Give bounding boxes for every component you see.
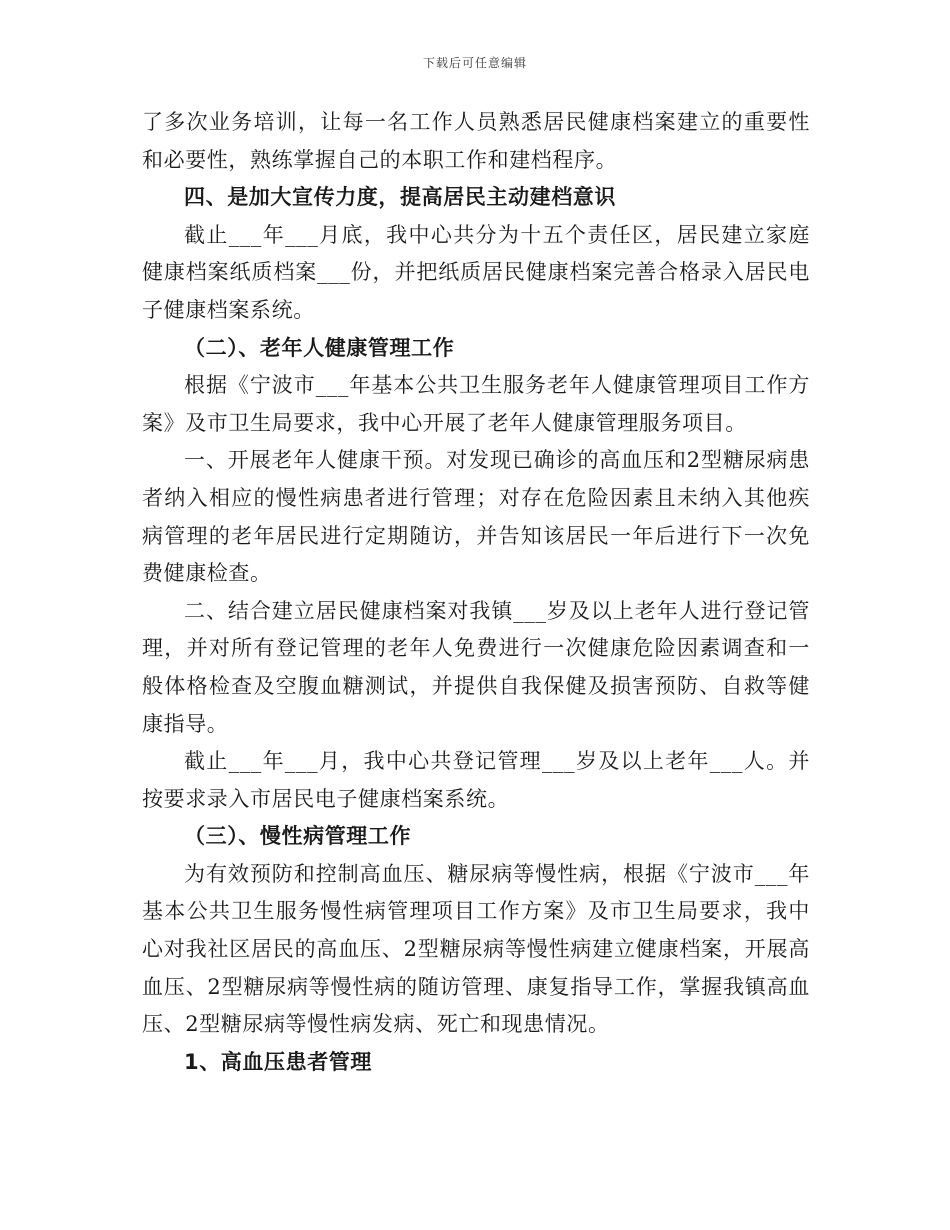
paragraph-elderly-count: 截止___年___月，我中心共登记管理___岁及以上老年___人。并按要求录入市居民电子健康档案系统。 (142, 749, 810, 811)
paragraph-training: 了多次业务培训，让每一名工作人员熟悉居民健康档案建立的重要性和必要性，熟练掌握自己的本职工作和建档程序。 (142, 110, 810, 172)
section-heading-chronic: （三）、慢性病管理工作 (184, 824, 412, 849)
paragraph-chronic-plan: 为有效预防和控制高血压、糖尿病等慢性病，根据《宁波市___年基本公共卫生服务慢性病管理项目工作方案》及市卫生局要求，我中心对我社区居民的高血压、2型糖尿病等慢性病建立健康档案，开展高血压、2型糖尿病等慢性病的随访管理、康复指导工作，掌握我镇高血压、2型糖尿病等慢性病发病、死亡和现患情况。 (142, 861, 810, 1037)
paragraph-elderly-intervention: 一、开展老年人健康干预。对发现已确诊的高血压和2型糖尿病患者纳入相应的慢性病患者进行管理；对存在危险因素且未纳入其他疾病管理的老年居民进行定期随访，并告知该居民一年后进行下一次免费健康检查。 (142, 448, 810, 586)
section-heading-publicity: 四、是加大宣传力度，提高居民主动建档意识 (184, 185, 616, 210)
page-header: 下载后可任意编辑 (422, 56, 527, 70)
section-heading-elderly: （二）、老年人健康管理工作 (184, 335, 455, 360)
paragraph-archive-count: 截止___年___月底，我中心共分为十五个责任区，居民建立家庭健康档案纸质档案___份，并把纸质居民健康档案完善合格录入居民电子健康档案系统。 (142, 222, 810, 322)
subsection-heading-hypertension: 1、高血压患者管理 (184, 1049, 373, 1074)
paragraph-elderly-registration: 二、结合建立居民健康档案对我镇___岁及以上老年人进行登记管理，并对所有登记管理的老年人免费进行一次健康危险因素调查和一般体格检查及空腹血糖测试，并提供自我保健及损害预防、自救等健康指导。 (142, 598, 810, 736)
paragraph-elderly-plan: 根据《宁波市___年基本公共卫生服务老年人健康管理项目工作方案》及市卫生局要求，我中心开展了老年人健康管理服务项目。 (142, 373, 810, 435)
document-body (142, 104, 810, 1081)
